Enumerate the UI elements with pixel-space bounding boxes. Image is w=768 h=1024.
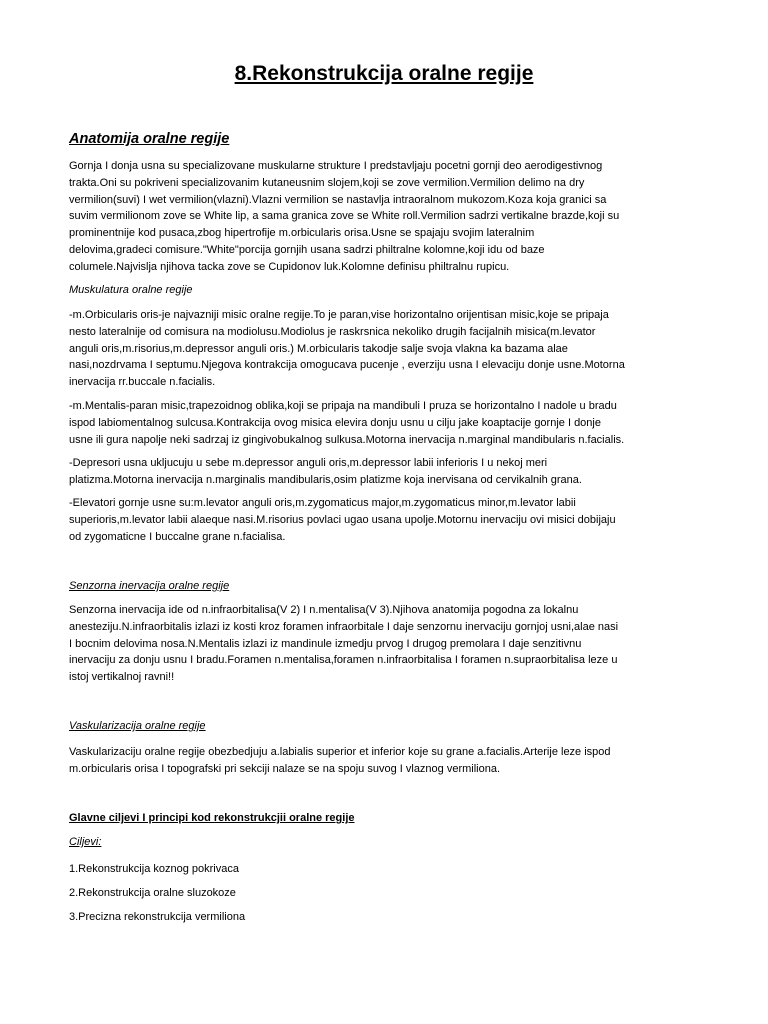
text-line: vermilion(suvi) I wet vermilion(vlazni).Vlazni vermilion se nastavlja intraoralnom mukozom.Koza koja granici sa [69,193,607,206]
text-line: od zygomaticne I buccalne grane n.facialisa. [69,530,286,543]
page-title: 8.Rekonstrukcija oralne regije [234,62,534,85]
text-line: Vaskularizaciju oralne regije obezbedjuju a.labialis superior et inferior koje su grane a.facialis.Arterije leze ispod [69,746,611,758]
subheading-vascular: Vaskularizacija oralne regije [69,720,206,732]
text-line: -Elevatori gornje usne su:m.levator anguli oris,m.zygomaticus major,m.zygomaticus minor,m.levator labii [69,497,576,509]
subheading-sensory: Senzorna inervacija oralne regije [69,580,230,592]
heading-goals: Glavne ciljevi I principi kod rekonstrukcjii oralne regije [69,812,355,824]
goal-item: 2.Rekonstrukcija oralne sluzokoze [69,887,236,899]
goal-item: 3.Precizna rekonstrukcija vermiliona [69,911,246,923]
text-line: prominentnije kod pusaca,zbog hipertrofije m.orbicularis orisa.Usne se spajaju svojim lateralnim [69,227,535,240]
text-line: ispod labiomentalnog sulcusa.Kontrakcija ovog misica elevira donju usnu u cilju jake koaptacije gornje I donje [69,416,601,429]
anatomy-paragraph [69,158,701,276]
text-line: istoj vertikalnoj ravni!! [69,671,175,684]
muscle-paragraph-depresori [69,455,701,489]
text-line: usne ili gura napolje neki sadrzaj iz gingivobukalnog sulkusa.Motorna inervacija n.marginal mandibularis n.facialis. [69,433,625,446]
muscle-paragraph-orbicularis [69,307,701,391]
text-line: inervaciju za donju usnu I bradu.Foramen n.mentalisa,foramen n.infraorbitalisa I foramen n.supraorbitalisa leze u [69,654,618,667]
subheading-muscles: Muskulatura oralne regije [69,284,193,296]
muscle-paragraph-elevatori [69,495,701,545]
sensory-paragraph [69,602,701,686]
text-line: m.orbicularis orisa I topografski pri sekciji nalaze se na spoju suvog I vlaznog vermiliona. [69,762,501,775]
text-line: suvim vermilionom zove se White lip, a sama granica zove se White roll.Vermilion sadrzi vertikalne brazde,koji su [69,210,620,223]
section-heading-anatomy: Anatomija oralne regije [69,131,230,147]
goal-item: 1.Rekonstrukcija koznog pokrivaca [69,863,239,875]
text-line: delovima,gradeci comisure."White"porcija gornjih usana sadrzi philtralne kolomne,koji idu od baze [69,243,545,256]
muscle-paragraph-mentalis [69,398,701,448]
text-line: columele.Najvislja njihova tacka zove se Cupidonov luk.Kolomne definisu philtralnu rupicu. [69,260,510,273]
text-line: inervacija rr.buccale n.facialis. [69,376,216,389]
text-line: anesteziju.N.infraorbitalis izlazi iz kosti kroz foramen infraorbitale I daje senzornu inervaciju gornjoj usni,alae nasi [69,620,619,633]
text-line: nesto lateralnije od comisura na modiolusu.Modiolus je raskrsnica nekoliko drugih facijalnih misica(m.levator [69,325,596,338]
text-line: superioris,m.levator labii alaeque nasi.M.risorius povlaci ugao usana upolje.Motornu inervaciju ovi misici dobijaju [69,513,616,526]
text-line: -m.Orbicularis oris-je najvazniji misic oralne regije.To je paran,vise horizontalno orijentisan misic,koje se pripaja [69,309,609,321]
text-line: trakta.Oni su pokriveni specializovanim kutaneusnim slojem,koji se zove vermilion.Vermilion delimo na dry [69,176,585,189]
text-line: -Depresori usna ukljucuju u sebe m.depressor anguli oris,m.depressor labii inferioris I u nekoj meri [69,457,548,469]
text-line: platizma.Motorna inervacija n.marginalis mandibularis,osim platizme koja inervisana od cervikalnih grana. [69,473,582,486]
text-line: anguli oris,m.risorius,m.depressor anguli oris.) M.orbicularis takodje salje svoja vlakna ka bazama alae [69,342,568,355]
subheading-goals: Ciljevi: [69,836,102,848]
text-line: I bocnim delovima nosa.N.Mentalis izlazi iz mandinule izmedju prvog I drugog premolara I daje senzitivnu [69,637,582,650]
text-line: Senzorna inervacija ide od n.infraorbitalisa(V 2) I n.mentalisa(V 3).Njihova anatomija pogodna za lokalnu [69,604,579,616]
vascular-paragraph [69,744,701,778]
text-line: nasi,nozdrvama I septumu.Njegova kontrakcija omogucava pucenje , everziju usna I elevaciju donje usne.Motorna [69,359,625,372]
text-line: -m.Mentalis-paran misic,trapezoidnog oblika,koji se pripaja na mandibuli I pruza se horizontalno I nadole u bradu [69,400,617,412]
text-line: Gornja I donja usna su specializovane muskularne strukture I predstavljaju pocetni gornji deo aerodigestivnog [69,160,603,172]
